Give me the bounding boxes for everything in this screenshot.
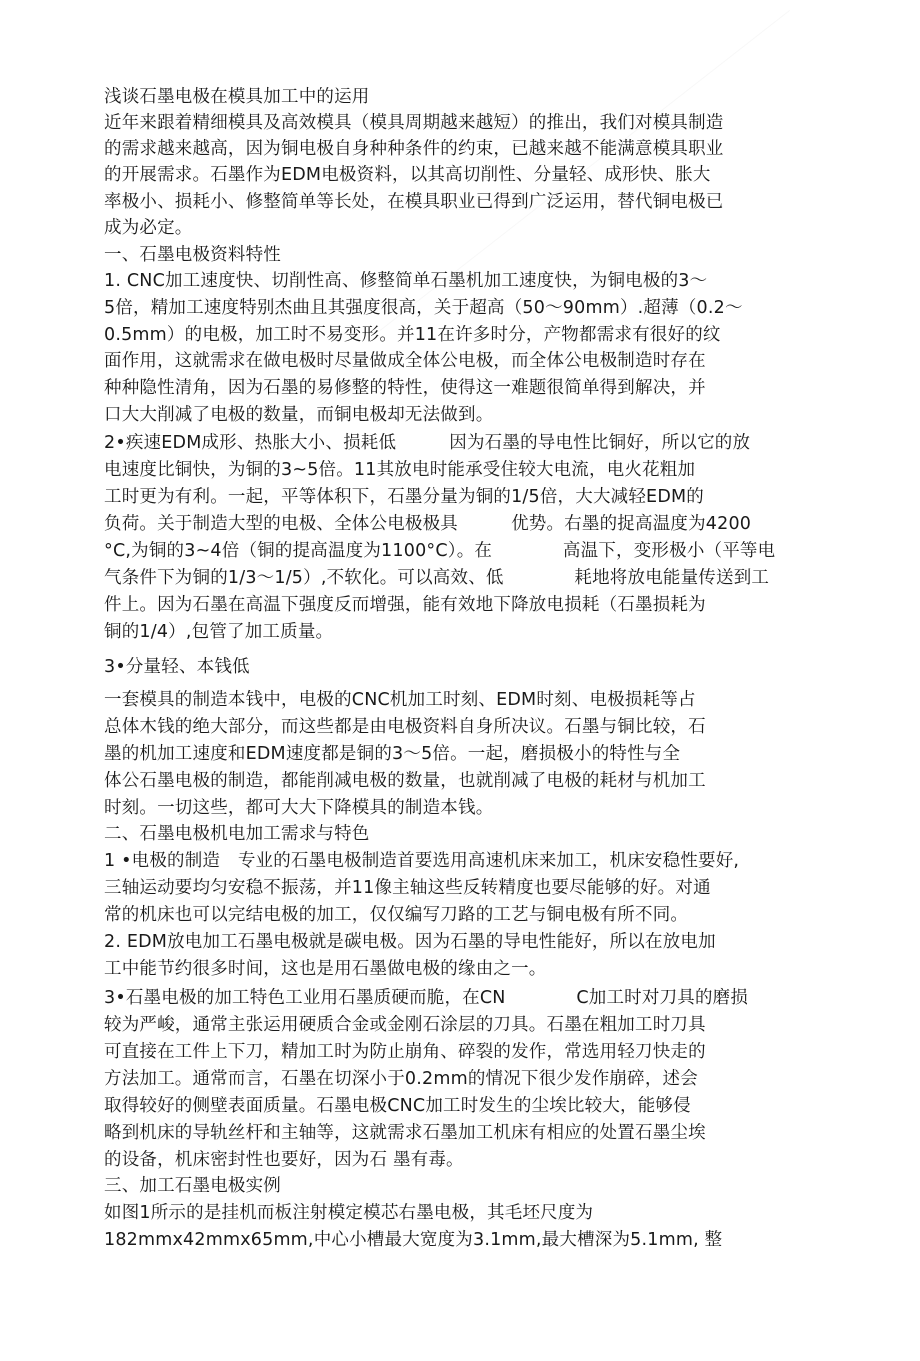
text-line: 种种隐性清角，因为石墨的易修整的特性，使得这一难题很简单得到解决，并 [104,378,706,398]
text-line: 时刻。一切这些，都可大大下降模具的制造本钱。 [104,798,494,818]
text-line: 较为严峻，通常主张运用硬质合金或金刚石涂层的刀具。石墨在粗加工时刀具 [104,1015,706,1035]
text-line: 二、石墨电极机电加工需求与特色 [104,824,370,844]
text-line: 的设备，机床密封性也要好，因为石 墨有毒。 [104,1150,464,1170]
text-line: 如图1所示的是挂机而板注射模定模芯右墨电极，其毛坯尺度为 [104,1203,594,1223]
text-line: 件上。因为石墨在高温下强度反而增强，能有效地下降放电损耗（石墨损耗为 [104,595,706,615]
text-line: 气条件下为铜的1/3～1/5）,不软化。可以高效、低 耗地将放电能量传送到工 [104,568,770,588]
text-line: 的需求越来越高，因为铜电极自身种种条件的约束，已越来越不能满意模具职业 [104,139,724,159]
text-line: 常的机床也可以完结电极的加工，仅仅编写刀路的工艺与铜电极有所不同。 [104,905,689,925]
text-line: 1 •电极的制造 专业的石墨电极制造首要选用高速机床来加工，机床安稳性要好, [104,851,740,871]
text-line: 方法加工。通常而言，石墨在切深小于0.2mm的情况下很少发作崩碎，述会 [104,1069,698,1089]
text-line: 率极小、损耗小、修整简单等长处，在模具职业已得到广泛运用，替代铜电极已 [104,192,724,212]
text-line: 总体木钱的绝大部分，而这些都是由电极资料自身所决议。石墨与铜比较，石 [104,717,706,737]
text-line: 可直接在工件上下刀，精加工时为防止崩角、碎裂的发作，常选用轻刀快走的 [104,1042,706,1062]
text-line: 3•石墨电极的加工特色工业用石墨质硬而脆，在CN C加工时对刀具的磨损 [104,988,749,1008]
text-line: 负荷。关于制造大型的电极、全体公电极极具 优势。右墨的捉高温度为4200 [104,514,752,534]
text-line: 铜的1/4）,包管了加工质量。 [104,622,334,642]
text-line: 2. EDM放电加工石墨电极就是碳电极。因为石墨的导电性能好，所以在放电加 [104,932,716,952]
text-line: °C,为铜的3~4倍（铜的提高温度为1100°C）。在 高温下，变形极小（平等电 [104,541,776,561]
text-line: 的开展需求。石墨作为EDM电极资料，以其高切削性、分量轻、成形快、胀大 [104,165,711,185]
text-line: 一、石墨电极资料特性 [104,245,281,265]
document-title: 浅谈石墨电极在模具加工中的运用 [104,87,370,107]
text-line: 0.5mm）的电极，加工时不易变形。并11在许多时分，产物都需求有很好的纹 [104,325,721,345]
text-line: 墨的机加工速度和EDM速度都是铜的3～5倍。一起，磨损极小的特性与全 [104,744,681,764]
text-line: 工时更为有利。一起，平等体积下，石墨分量为铜的1/5倍，大大减轻EDM的 [104,487,704,507]
text-line: 1. CNC加工速度快、切削性高、修整简单石墨机加工速度快，为铜电极的3～ [104,271,708,291]
text-line: 182mmx42mmx65mm,中心小槽最大宽度为3.1mm,最大槽深为5.1mm, 整 [104,1230,723,1250]
text-line: 口大大削减了电极的数量，而铜电极却无法做到。 [104,405,494,425]
text-line: 面作用，这就需求在做电极时尽量做成全体公电极，而全体公电极制造时存在 [104,351,706,371]
text-line: 工中能节约很多时间，这也是用石墨做电极的缘由之一。 [104,959,547,979]
text-line: 5倍，精加工速度特别杰曲且其强度很高，关于超高（50～90mm）.超薄（0.2～ [104,298,743,318]
text-line: 略到机床的导轨丝杆和主轴等，这就需求石墨加工机床有相应的处置石墨尘埃 [104,1123,706,1143]
text-line: 一套模具的制造本钱中，电极的CNC机加工时刻、EDM时刻、电极损耗等占 [104,690,696,710]
text-line: 成为必定。 [104,218,193,238]
text-line: 取得较好的侧壁表面质量。石墨电极CNC加工时发生的尘埃比较大，能够侵 [104,1096,691,1116]
text-line: 近年来跟着精细模具及高效模具（模具周期越来越短）的推出，我们对模具制造 [104,113,724,133]
text-line: 3•分量轻、本钱低 [104,657,250,677]
text-line: 体公石墨电极的制造，都能削减电极的数量，也就削减了电极的耗材与机加工 [104,771,706,791]
text-line: 三、加工石墨电极实例 [104,1176,281,1196]
text-line: 2•疾速EDM成形、热胀大小、损耗低 因为石墨的导电性比铜好，所以它的放 [104,433,751,453]
text-line: 三轴运动要均匀安稳不振荡，并11像主轴这些反转精度也要尽能够的好。对通 [104,878,711,898]
text-line: 电速度比铜快，为铜的3~5倍。11其放电时能承受住较大电流，电火花粗加 [104,460,696,480]
